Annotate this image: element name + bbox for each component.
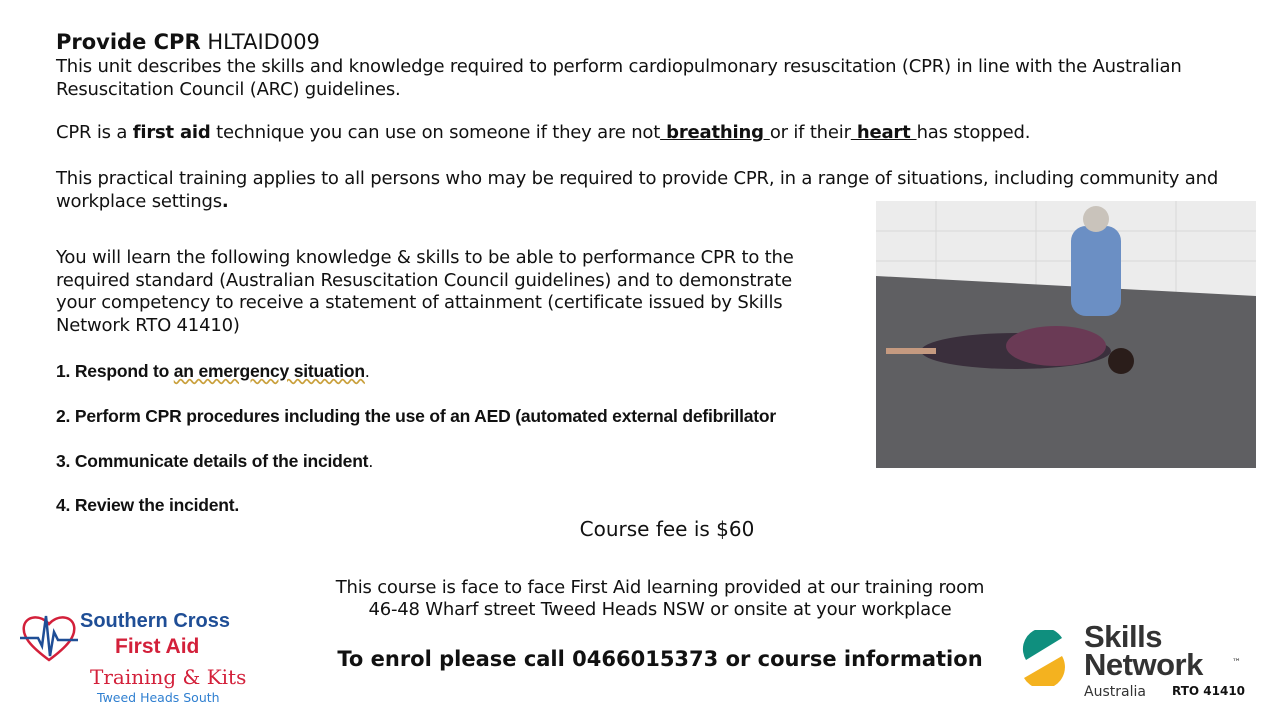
- logo-line-3: Training & Kits: [90, 665, 247, 689]
- enrol-text: To enrol please call 0466015373 or course information: [337, 647, 983, 671]
- southern-cross-logo: [20, 608, 260, 708]
- cpr-definition: CPR is a first aid technique you can use on someone if they are not breathing or if their heart has stopped.: [56, 122, 1031, 143]
- logo-network: Network: [1084, 647, 1203, 682]
- outcome-4: 4. Review the incident.: [56, 495, 240, 515]
- learn-text: You will learn the following knowledge & skills to be able to performance CPR to the required standard (Australian Resuscitation Council guidelines) and to demonstrate your competency to receive a statement of attainment (certificate issued by Skills Network RTO 41410): [56, 247, 794, 336]
- title-bold: Provide CPR: [56, 30, 201, 54]
- practical-text: This practical training applies to all persons who may be required to provide CPR, in a range of situations, including community and workplace settings.: [56, 168, 1219, 212]
- unit-code: HLTAID009: [207, 30, 320, 54]
- logo-australia: Australia: [1084, 684, 1146, 700]
- location-line-1: This course is face to face First Aid learning provided at our training room: [335, 577, 985, 598]
- heart-ecg-icon: [20, 612, 78, 664]
- logo-line-1: Southern Cross: [80, 610, 231, 632]
- skills-network-logo: [1020, 620, 1260, 705]
- logo-skills: Skills: [1084, 619, 1162, 654]
- location-line-2: 46-48 Wharf street Tweed Heads NSW or onsite at your workplace: [368, 599, 952, 620]
- trademark: ™: [1232, 658, 1241, 668]
- course-fee: Course fee is $60: [579, 517, 755, 541]
- skills-network-mark-icon: [1022, 630, 1068, 686]
- outcome-3: 3. Communicate details of the incident.: [56, 451, 373, 471]
- logo-rto: RTO 41410: [1172, 684, 1246, 698]
- outcome-2: 2. Perform CPR procedures including the use of an AED (automated external defibrillator: [56, 406, 777, 426]
- intro-text: This unit describes the skills and knowledge required to perform cardiopulmonary resuscitation (CPR) in line with the Australian Resuscitation Council (ARC) guidelines.: [56, 56, 1182, 100]
- page-title: [56, 30, 320, 54]
- logo-line-4: Tweed Heads South: [97, 690, 220, 705]
- outcome-1: 1. Respond to an emergency situation.: [56, 361, 370, 381]
- logo-line-2: First Aid: [115, 635, 200, 658]
- cpr-training-photo: [876, 201, 1256, 468]
